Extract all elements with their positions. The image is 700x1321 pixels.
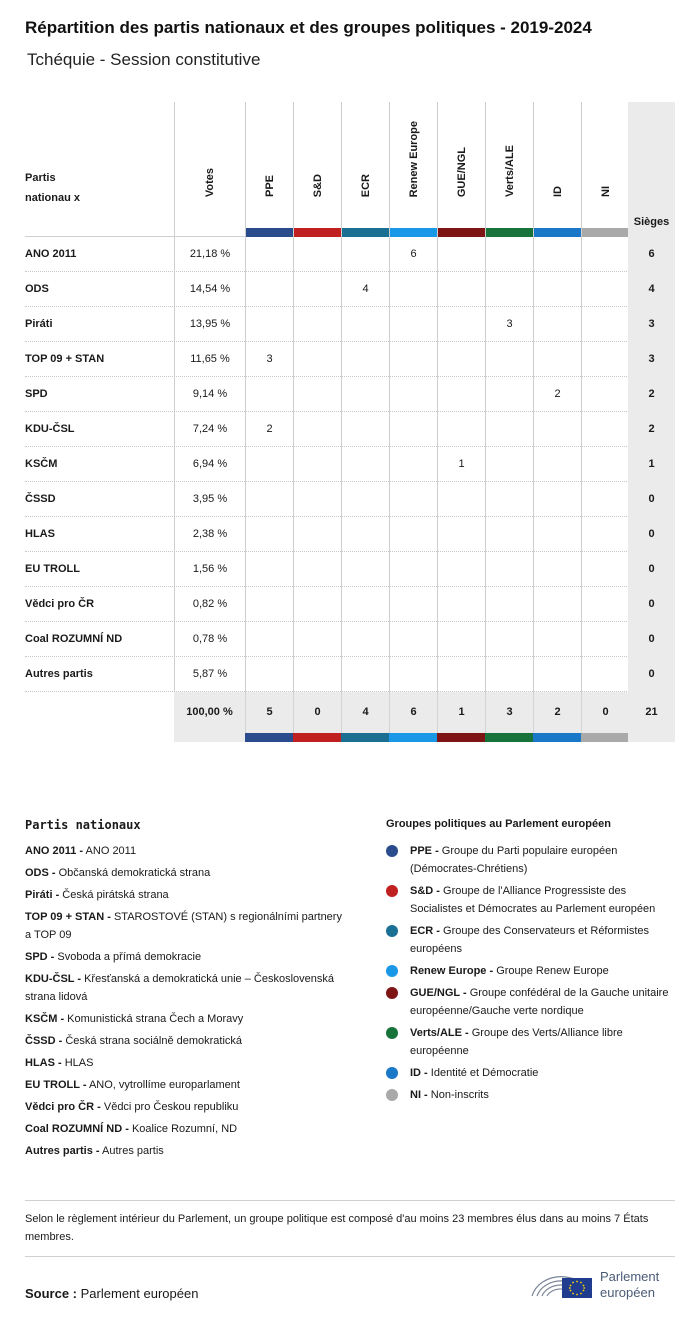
seat-cell (341, 377, 389, 412)
group-color-dot-icon (386, 925, 398, 937)
table-header (25, 102, 675, 237)
party-legend-full: Autres partis (102, 1145, 164, 1157)
seat-cell (533, 622, 581, 657)
grand-total-seats: 21 (628, 692, 675, 742)
party-legend-full: STAROSTOVÉ (STAN) s regionálními partnery a TOP 09 (25, 911, 342, 941)
seat-cell (485, 342, 533, 377)
party-total-seats: 0 (628, 517, 675, 552)
seat-cell (533, 587, 581, 622)
seat-cell (389, 657, 437, 692)
seat-cell: 1 (437, 447, 485, 482)
group-color-bar (246, 228, 293, 237)
seat-cell (437, 342, 485, 377)
party-votes: 6,94 % (174, 447, 245, 482)
page-title: Répartition des partis nationaux et des groupes politiques - 2019-2024 (25, 18, 592, 37)
party-votes: 13,95 % (174, 307, 245, 342)
seat-cell (341, 307, 389, 342)
seat-cell (437, 657, 485, 692)
group-legend-full: Non-inscrits (430, 1089, 489, 1101)
seat-cell (293, 412, 341, 447)
party-votes: 0,82 % (174, 587, 245, 622)
seat-cell (389, 587, 437, 622)
seat-cell (389, 272, 437, 307)
group-color-bar (486, 228, 533, 237)
party-total-seats: 0 (628, 482, 675, 517)
group-legend-full: Groupe de l'Alliance Progressiste des Socialistes et Démocrates au Parlement européen (410, 885, 656, 915)
group-header-2 (341, 102, 389, 237)
seat-cell (245, 622, 293, 657)
source-line (25, 1286, 198, 1301)
seat-cell (293, 237, 341, 272)
table-row (25, 517, 675, 552)
seat-cell (293, 447, 341, 482)
seat-cell (341, 342, 389, 377)
group-header-label: Renew Europe (407, 120, 420, 197)
seat-cell (245, 552, 293, 587)
table-row (25, 657, 675, 692)
party-legend-full: HLAS (64, 1057, 94, 1069)
party-legend-abbr: Vědci pro ČR - (25, 1101, 101, 1113)
group-header-label: GUE/NGL (455, 146, 468, 197)
seat-cell (581, 552, 629, 587)
seat-cell (485, 587, 533, 622)
party-legend-full: Česká strana sociálně demokratická (65, 1035, 243, 1047)
seat-cell (293, 482, 341, 517)
seat-cell (341, 552, 389, 587)
seat-cell (581, 342, 629, 377)
seat-cell (581, 307, 629, 342)
group-legend-item (386, 882, 676, 918)
group-header-3 (389, 102, 437, 237)
group-legend-item (386, 984, 676, 1020)
seat-cell (533, 272, 581, 307)
seats-column-header (628, 102, 675, 237)
group-color-bar (342, 228, 389, 237)
seat-cell (293, 342, 341, 377)
seat-cell (245, 237, 293, 272)
seat-cell (533, 552, 581, 587)
party-legend-item (25, 1142, 345, 1160)
party-legend-abbr: HLAS - (25, 1057, 62, 1069)
parties-legend (25, 818, 345, 1164)
party-name: EU TROLL (25, 563, 80, 575)
group-total-seats: 1 (437, 692, 485, 733)
group-color-dot-icon (386, 1089, 398, 1101)
party-legend-item (25, 886, 345, 904)
seat-cell (341, 657, 389, 692)
group-header-label: ECR (359, 173, 372, 197)
seat-cell (341, 447, 389, 482)
seat-cell (245, 587, 293, 622)
party-legend-full: Svoboda a přímá demokracie (57, 951, 202, 963)
group-legend-item (386, 962, 676, 980)
seat-cell (437, 237, 485, 272)
group-color-bar (534, 228, 581, 237)
seats-header-label: Sièges (633, 216, 670, 228)
table-row (25, 377, 675, 412)
table-row (25, 307, 675, 342)
group-header-1 (293, 102, 341, 237)
party-legend-abbr: EU TROLL - (25, 1079, 87, 1091)
seat-cell (293, 517, 341, 552)
group-header-label: Verts/ALE (503, 145, 516, 197)
footnote: Selon le règlement intérieur du Parlement, un groupe politique est composé d'au moins 23 membres élus dans au moins 7 États membres. (25, 1200, 675, 1257)
party-name: Piráti (25, 318, 53, 330)
party-total-seats: 0 (628, 552, 675, 587)
table-row (25, 237, 675, 272)
seat-cell (485, 552, 533, 587)
party-legend-full: Občanská demokratická strana (58, 867, 211, 879)
parliament-logo-text (600, 1269, 659, 1301)
seat-cell (293, 622, 341, 657)
source-value: Parlement européen (80, 1286, 199, 1301)
group-header-7 (581, 102, 629, 237)
group-header-5 (485, 102, 533, 237)
seat-cell (581, 517, 629, 552)
seat-cell (293, 377, 341, 412)
group-header-label: ID (551, 186, 564, 197)
seat-cell (389, 412, 437, 447)
group-header-6 (533, 102, 581, 237)
party-name: KSČM (25, 458, 58, 470)
seat-cell (581, 447, 629, 482)
seat-cell (437, 517, 485, 552)
party-total-seats: 4 (628, 272, 675, 307)
party-name: Vědci pro ČR (25, 598, 95, 610)
party-legend-abbr: ANO 2011 - (25, 845, 84, 857)
seat-cell (341, 412, 389, 447)
seat-cell (437, 272, 485, 307)
party-votes: 2,38 % (174, 517, 245, 552)
seat-cell (533, 657, 581, 692)
party-legend-full: ANO, vytrollíme europarlament (88, 1079, 240, 1091)
group-legend-full: Groupe des Conservateurs et Réformistes européens (410, 925, 650, 955)
seat-cell (533, 307, 581, 342)
party-total-seats: 0 (628, 587, 675, 622)
party-legend-item (25, 842, 345, 860)
seat-cell (245, 272, 293, 307)
party-legend-item (25, 1076, 345, 1094)
group-header-label: S&D (311, 173, 324, 197)
party-name: ODS (25, 283, 49, 295)
party-legend-item (25, 1054, 345, 1072)
group-color-dot-icon (386, 885, 398, 897)
group-total-seats: 0 (581, 692, 629, 733)
seat-cell (389, 622, 437, 657)
group-legend-abbr: ID - (410, 1067, 428, 1079)
seat-cell (437, 587, 485, 622)
group-color-bar (437, 733, 485, 742)
group-color-bar (390, 228, 437, 237)
group-color-bar (245, 733, 293, 742)
table-body (25, 237, 675, 692)
group-header-4 (437, 102, 485, 237)
total-votes: 100,00 % (174, 692, 245, 733)
group-legend-abbr: NI - (410, 1089, 428, 1101)
party-votes: 11,65 % (174, 342, 245, 377)
seat-cell (389, 482, 437, 517)
party-legend-abbr: Piráti - (25, 889, 60, 901)
groups-legend-title: Groupes politiques au Parlement européen (386, 818, 611, 830)
seat-cell (533, 342, 581, 377)
seat-cell (485, 622, 533, 657)
seat-cell (437, 552, 485, 587)
table-row (25, 587, 675, 622)
party-legend-item (25, 1032, 345, 1050)
seat-cell (581, 482, 629, 517)
party-votes: 7,24 % (174, 412, 245, 447)
party-name: Coal ROZUMNÍ ND (25, 633, 123, 645)
seat-cell: 6 (389, 237, 437, 272)
seat-cell (533, 482, 581, 517)
seat-cell (293, 587, 341, 622)
source-label: Source : (25, 1286, 78, 1301)
logo-line-1: Parlement (600, 1269, 660, 1284)
party-name: HLAS (25, 528, 55, 540)
party-legend-abbr: SPD - (25, 951, 55, 963)
party-legend-abbr: KSČM - (25, 1013, 65, 1025)
group-color-dot-icon (386, 1027, 398, 1039)
table-row (25, 412, 675, 447)
seat-cell: 2 (245, 412, 293, 447)
seat-cell (581, 622, 629, 657)
group-total-seats: 5 (245, 692, 293, 733)
seat-cell (485, 412, 533, 447)
seat-cell (437, 307, 485, 342)
group-color-dot-icon (386, 845, 398, 857)
party-total-seats: 3 (628, 342, 675, 377)
seat-cell (437, 377, 485, 412)
party-votes: 3,95 % (174, 482, 245, 517)
seat-cell (485, 657, 533, 692)
seat-cell (533, 237, 581, 272)
party-legend-item (25, 1098, 345, 1116)
seat-cell (245, 517, 293, 552)
party-legend-full: Vědci pro Českou republiku (103, 1101, 239, 1113)
party-legend-abbr: Coal ROZUMNÍ ND - (25, 1123, 129, 1135)
table-row (25, 342, 675, 377)
seat-cell (485, 237, 533, 272)
seat-cell (581, 587, 629, 622)
group-total-seats: 3 (485, 692, 533, 733)
group-header-label: PPE (263, 174, 276, 197)
group-legend-abbr: GUE/NGL - (410, 987, 467, 999)
seat-cell (245, 377, 293, 412)
seat-cell (533, 517, 581, 552)
seat-cell (485, 272, 533, 307)
party-total-seats: 3 (628, 307, 675, 342)
group-legend-full: Identité et Démocratie (430, 1067, 539, 1079)
seat-cell (245, 447, 293, 482)
party-legend-item (25, 908, 345, 944)
seat-cell (293, 307, 341, 342)
party-legend-item (25, 864, 345, 882)
seat-cell (389, 307, 437, 342)
party-votes: 0,78 % (174, 622, 245, 657)
party-name: ČSSD (25, 493, 56, 505)
party-name: Autres partis (25, 668, 93, 680)
group-total-seats: 0 (293, 692, 341, 733)
group-color-bar (293, 733, 341, 742)
group-legend-item (386, 1064, 676, 1082)
table-row (25, 272, 675, 307)
group-total-seats: 4 (341, 692, 389, 733)
seat-cell (581, 377, 629, 412)
groups-legend (386, 818, 676, 1108)
group-header-0 (245, 102, 293, 237)
seat-cell: 4 (341, 272, 389, 307)
table-row (25, 482, 675, 517)
group-legend-full: Groupe des Verts/Alliance libre européenne (410, 1027, 623, 1057)
seat-cell (245, 657, 293, 692)
party-legend-full: Křesťanská a demokratická unie – Československá strana lidová (25, 973, 334, 1003)
votes-bar-spacer (174, 733, 245, 742)
party-legend-full: Koalice Rozumní, ND (131, 1123, 238, 1135)
seat-cell (533, 412, 581, 447)
page-subtitle: Tchéquie - Session constitutive (27, 50, 261, 69)
seat-cell (485, 377, 533, 412)
group-color-dot-icon (386, 1067, 398, 1079)
party-votes: 14,54 % (174, 272, 245, 307)
group-legend-full: Groupe du Parti populaire européen (Démocrates-Chrétiens) (410, 845, 618, 875)
group-legend-full: Groupe Renew Europe (496, 965, 609, 977)
group-color-bar (389, 733, 437, 742)
party-legend-abbr: ČSSD - (25, 1035, 63, 1047)
seat-cell (485, 482, 533, 517)
seat-cell (245, 307, 293, 342)
seat-cell (485, 517, 533, 552)
seat-cell (341, 237, 389, 272)
group-color-bar (341, 733, 389, 742)
seat-cell (437, 622, 485, 657)
results-table (25, 102, 675, 742)
seat-cell (581, 412, 629, 447)
parties-legend-title: Partis nationaux (25, 818, 141, 832)
party-name: TOP 09 + STAN (25, 353, 105, 365)
party-total-seats: 6 (628, 237, 675, 272)
totals-row (25, 692, 675, 742)
party-total-seats: 2 (628, 412, 675, 447)
seat-cell (341, 517, 389, 552)
seat-cell (437, 412, 485, 447)
group-legend-item (386, 1024, 676, 1060)
seat-cell (389, 447, 437, 482)
party-legend-full: ANO 2011 (85, 845, 137, 857)
group-legend-full: Groupe confédéral de la Gauche unitaire européenne/Gauche verte nordique (410, 987, 669, 1017)
group-total-seats: 2 (533, 692, 581, 733)
seat-cell (533, 447, 581, 482)
group-color-bar (582, 228, 629, 237)
seat-cell (389, 552, 437, 587)
seat-cell (341, 482, 389, 517)
group-color-bar (581, 733, 629, 742)
seat-cell (581, 657, 629, 692)
seat-cell: 3 (245, 342, 293, 377)
seat-cell (341, 622, 389, 657)
group-color-bar (294, 228, 341, 237)
party-votes: 5,87 % (174, 657, 245, 692)
party-legend-item (25, 970, 345, 1006)
table-row (25, 622, 675, 657)
party-total-seats: 2 (628, 377, 675, 412)
party-total-seats: 0 (628, 622, 675, 657)
party-total-seats: 0 (628, 657, 675, 692)
party-legend-item (25, 1010, 345, 1028)
logo-line-2: européen (600, 1285, 655, 1300)
party-legend-full: Komunistická strana Čech a Moravy (67, 1013, 244, 1025)
party-votes: 9,14 % (174, 377, 245, 412)
party-legend-abbr: Autres partis - (25, 1145, 100, 1157)
party-votes: 1,56 % (174, 552, 245, 587)
seat-cell (293, 552, 341, 587)
group-total-seats: 6 (389, 692, 437, 733)
party-legend-item (25, 948, 345, 966)
votes-header-label: Votes (204, 167, 216, 197)
table-row (25, 447, 675, 482)
seat-cell (389, 517, 437, 552)
group-legend-abbr: Verts/ALE - (410, 1027, 469, 1039)
seat-cell (581, 237, 629, 272)
group-legend-abbr: S&D - (410, 885, 440, 897)
seat-cell (293, 657, 341, 692)
seat-cell (389, 342, 437, 377)
group-legend-item (386, 842, 676, 878)
seat-cell (245, 482, 293, 517)
party-legend-item (25, 1120, 345, 1138)
group-color-dot-icon (386, 987, 398, 999)
group-color-bar (438, 228, 485, 237)
seat-cell (341, 587, 389, 622)
party-name: SPD (25, 388, 48, 400)
party-column-header: Partis nationau x (25, 172, 81, 204)
party-votes: 21,18 % (174, 237, 245, 272)
seat-cell (485, 447, 533, 482)
table-row (25, 552, 675, 587)
seat-cell (581, 272, 629, 307)
seat-cell (437, 482, 485, 517)
group-legend-item (386, 922, 676, 958)
group-legend-item (386, 1086, 676, 1104)
party-name: KDU-ČSL (25, 423, 75, 435)
group-legend-abbr: ECR - (410, 925, 440, 937)
group-legend-abbr: Renew Europe - (410, 965, 494, 977)
party-legend-abbr: ODS - (25, 867, 56, 879)
group-color-dot-icon (386, 965, 398, 977)
seat-cell: 2 (533, 377, 581, 412)
seat-cell (293, 272, 341, 307)
votes-column-header (174, 102, 245, 237)
group-legend-abbr: PPE - (410, 845, 439, 857)
party-total-seats: 1 (628, 447, 675, 482)
party-name: ANO 2011 (25, 248, 77, 260)
group-color-bar (533, 733, 581, 742)
party-legend-abbr: KDU-ČSL - (25, 973, 82, 985)
seat-cell: 3 (485, 307, 533, 342)
group-color-bar (485, 733, 533, 742)
seat-cell (389, 377, 437, 412)
party-legend-abbr: TOP 09 + STAN - (25, 911, 111, 923)
group-header-label: NI (599, 186, 612, 197)
party-legend-full: Česká pirátská strana (62, 889, 169, 901)
